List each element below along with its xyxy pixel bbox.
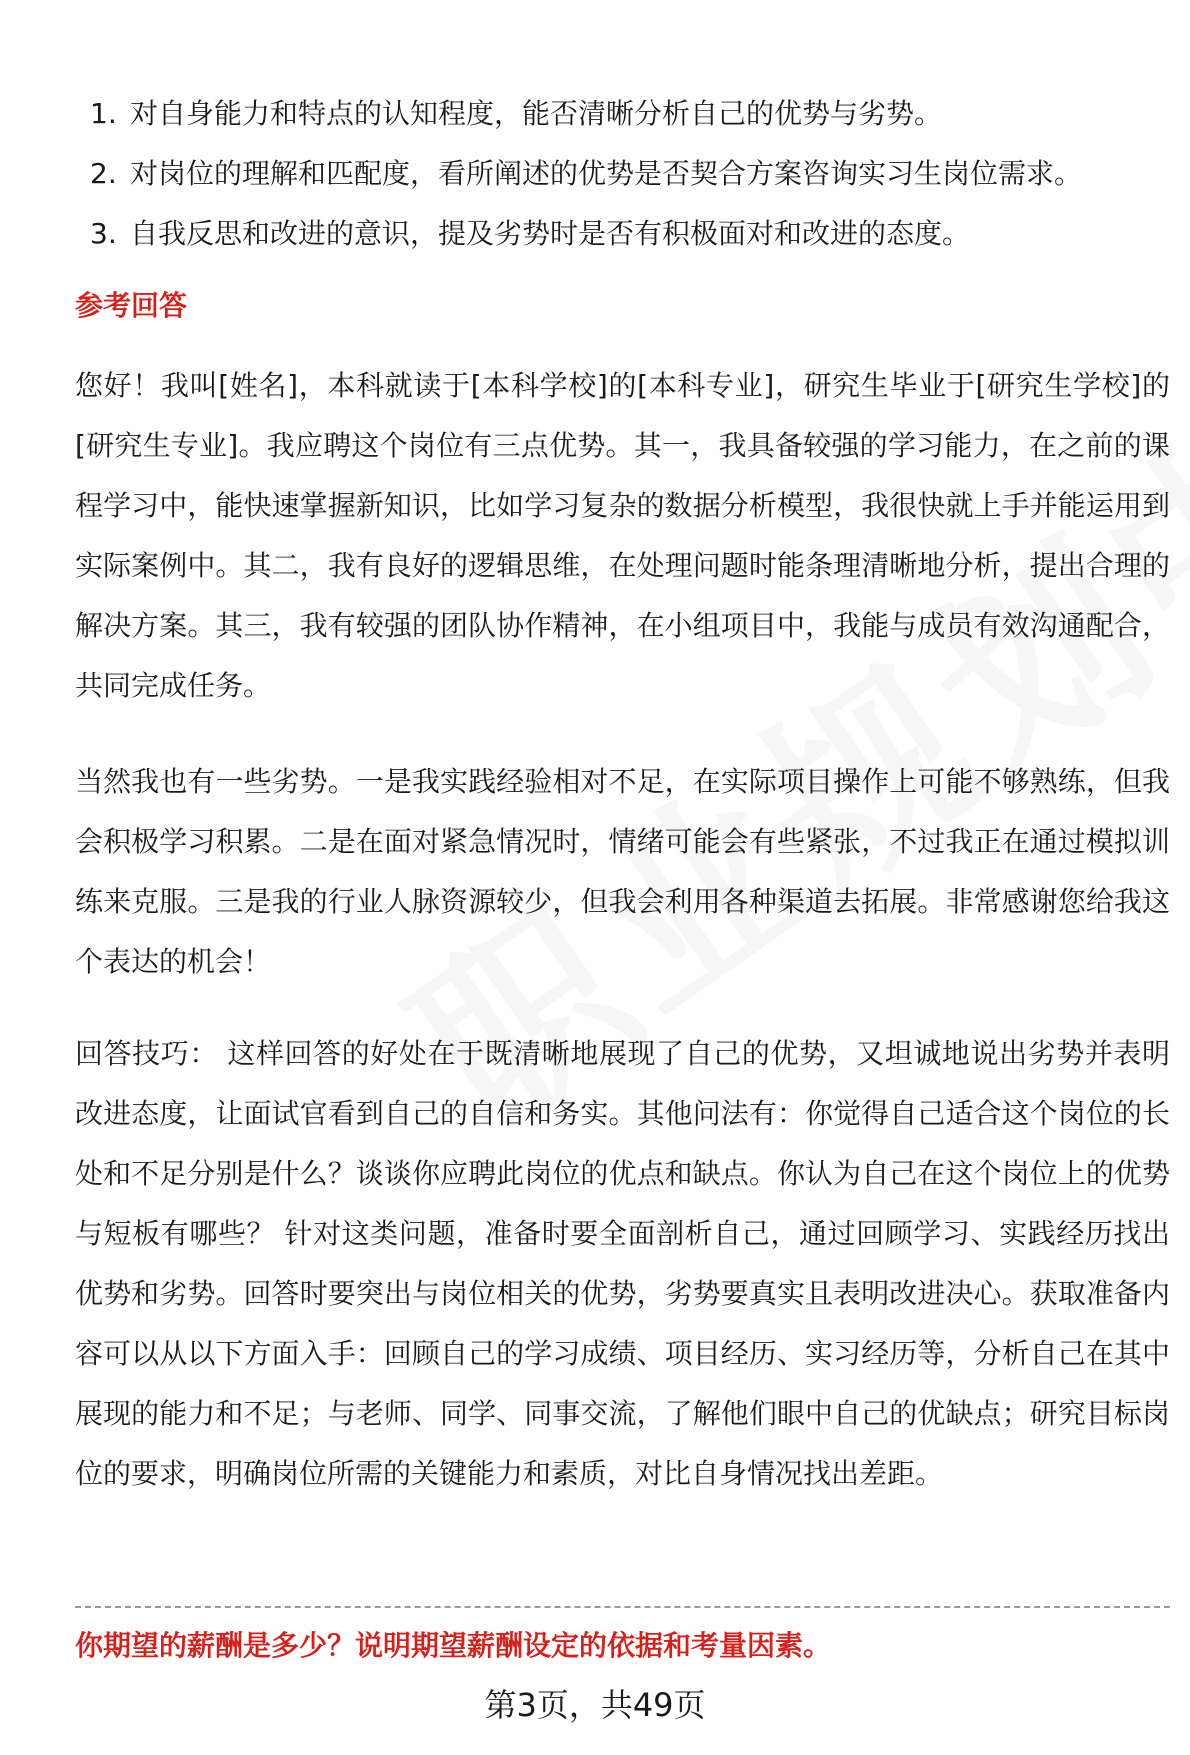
answer-tips-paragraph: 回答技巧： 这样回答的好处在于既清晰地展现了自己的优势，又坦诚地说出劣势并表明改进态度，让面试官看到自己的自信和务实。其他问法有：你觉得自己适合这个岗位的长处和不足分别是什么？谈谈你应聘此岗位的优点和缺点。你认为自己在这个岗位上的优势与短板有哪些？ 针对这类问题，准备时要全面剖析自己，通过回顾学习、实践经历找出优势和劣势。回答时要突出与岗位相关的优势，劣势要真实且表明改进决心。获取准备内容可以从以下方面入手：回顾自己的学习成绩、项目经历、实习经历等，分析自己在其中展现的能力和不足；与老师、同学、同事交流，了解他们眼中自己的优缺点；研究目标岗位的要求，明确岗位所需的关键能力和素质，对比自身情况找出差距。 <box>75 1037 1170 1490</box>
criteria-number: 1. <box>90 97 117 130</box>
criteria-number: 2. <box>90 157 117 190</box>
reference-answer-heading: 参考回答 <box>75 289 188 322</box>
criteria-text: 对岗位的理解和匹配度，看所阐述的优势是否契合方案咨询实习生岗位需求。 <box>130 157 1083 190</box>
page-number: 第3页，共49页 <box>484 1686 706 1724</box>
criteria-item <box>90 144 1170 204</box>
section-divider <box>75 1606 1170 1608</box>
answer-paragraph-strengths: 您好！我叫[姓名]，本科就读于[本科学校]的[本科专业]，研究生毕业于[研究生学校]的[研究生专业]。我应聘这个岗位有三点优势。其一，我具备较强的学习能力，在之前的课程学习中，能快速掌握新知识，比如学习复杂的数据分析模型，我很快就上手并能运用到实际案例中。其二，我有良好的逻辑思维，在处理问题时能条理清晰地分析，提出合理的解决方案。其三，我有较强的团队协作精神，在小组项目中，我能与成员有效沟通配合，共同完成任务。 <box>75 369 1170 702</box>
evaluation-criteria-list <box>90 84 1170 264</box>
criteria-item <box>90 204 1170 264</box>
criteria-number: 3. <box>90 217 117 250</box>
criteria-item <box>90 84 1170 144</box>
answer-paragraph-weaknesses: 当然我也有一些劣势。一是我实践经验相对不足，在实际项目操作上可能不够熟练，但我会积极学习积累。二是在面对紧急情况时，情绪可能会有些紧张，不过我正在通过模拟训练来克服。三是我的行业人脉资源较少，但我会利用各种渠道去拓展。非常感谢您给我这个表达的机会！ <box>75 765 1170 978</box>
criteria-text: 自我反思和改进的意识，提及劣势时是否有积极面对和改进的态度。 <box>130 217 971 250</box>
next-question-heading: 你期望的薪酬是多少？说明期望薪酬设定的依据和考量因素。 <box>75 1629 832 1662</box>
criteria-text: 对自身能力和特点的认知程度，能否清晰分析自己的优势与劣势。 <box>130 97 943 130</box>
